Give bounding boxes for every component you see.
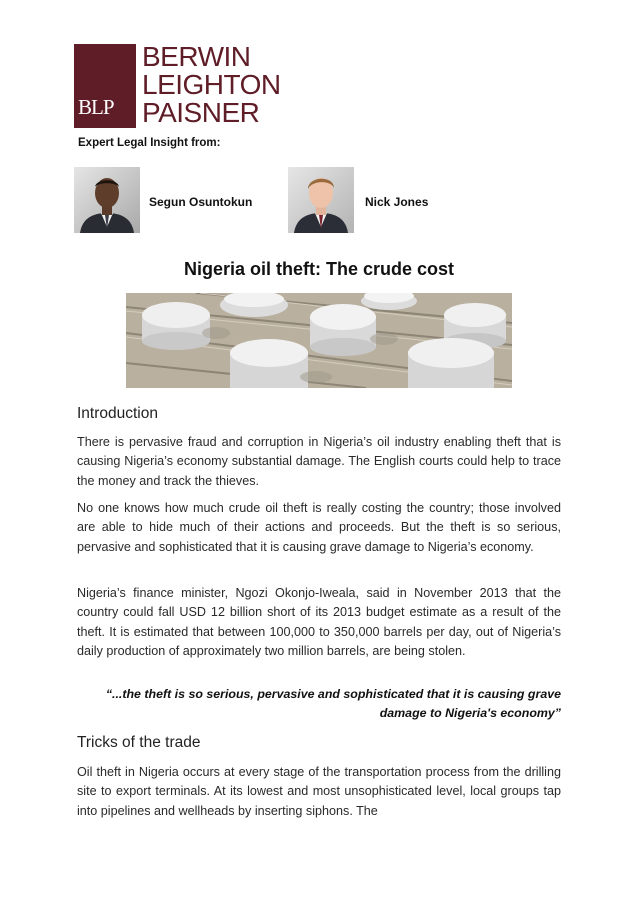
logo-mark-text: BLP (78, 95, 114, 119)
author-photo-segun (74, 167, 140, 233)
author-name-2: Nick Jones (365, 195, 429, 209)
firm-name-line-3: PAISNER (142, 97, 260, 128)
author-name-1: Segun Osuntokun (149, 195, 253, 209)
paragraph-intro-3: Nigeria’s finance minister, Ngozi Okonjo-Iweala, said in November 2013 that the country could fall USD 12 billion short of its 2013 budget estimate as a result of the theft. It is estimated that between 100,000 to 350,000 barrels per day, out of Nigeria’s daily production of approximately two million barrels, are being stolen. (77, 586, 561, 658)
logo-mark (74, 44, 136, 128)
paragraph-intro-1: There is pervasive fraud and corruption in Nigeria’s oil industry enabling theft that is causing Nigeria’s economy substantial damage. The English courts could help to trace the money and track the thieves. (77, 435, 561, 488)
firm-name-line-2: LEIGHTON (142, 69, 281, 100)
oil-tanks-banner-image (126, 293, 512, 388)
section-heading-tricks: Tricks of the trade (77, 734, 201, 751)
firm-logo (74, 41, 306, 130)
paragraph-intro-2: No one knows how much crude oil theft is really costing the country; those involved are able to hide much of their actions and proceeds. But the theft is so serious, pervasive and sophisticated that it is causing grave damage to Nigeria’s economy. (77, 501, 561, 554)
firm-name-line-1: BERWIN (142, 41, 251, 72)
section-heading-introduction: Introduction (77, 405, 158, 422)
author-photo-nick (288, 167, 354, 233)
firm-name (142, 43, 281, 127)
article-title: Nigeria oil theft: The crude cost (183, 259, 455, 279)
paragraph-tricks-1: Oil theft in Nigeria occurs at every stage of the transportation process from the drilling site to export terminals. At its lowest and most unsophisticated level, local groups tap into pipelines and wellheads by inserting siphons. The (77, 765, 561, 818)
insight-label: Expert Legal Insight from: (78, 137, 221, 149)
pull-quote: “...the theft is so serious, pervasive and sophisticated that it is causing grave damage to Nigeria's economy” (105, 687, 561, 721)
